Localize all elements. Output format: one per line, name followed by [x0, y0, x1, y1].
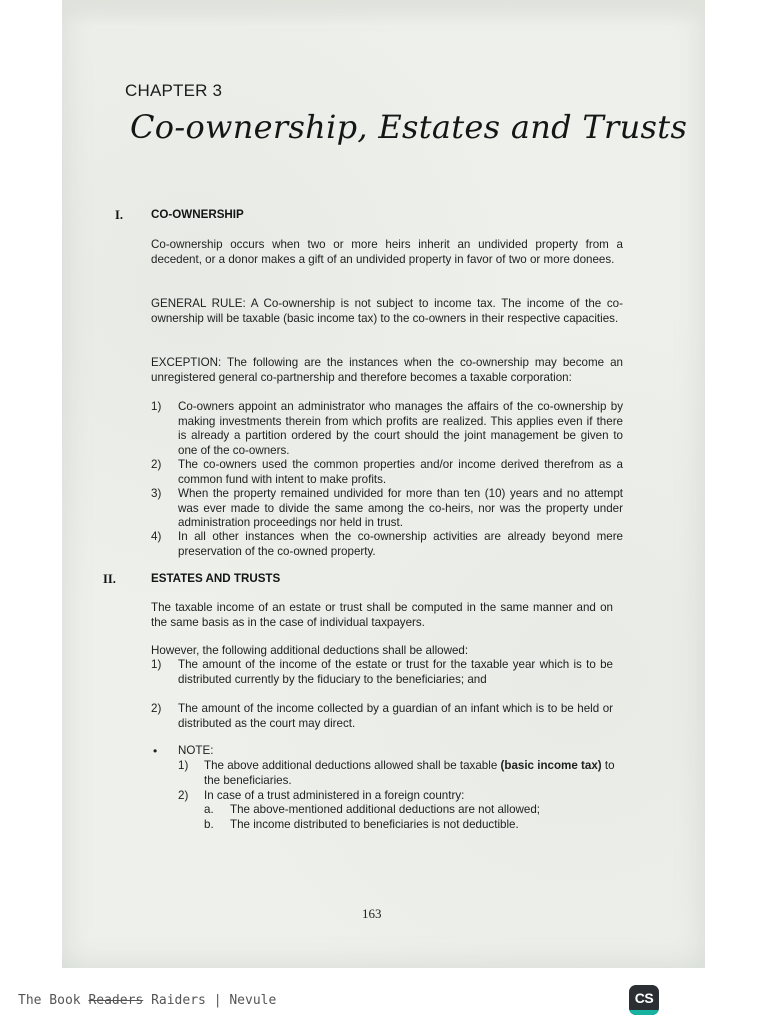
deduction-item-2-text: The amount of the income collected by a guardian of an infant which is to be held or distributed as the court may direct.: [178, 702, 613, 730]
section-2-heading: ESTATES AND TRUSTS: [151, 572, 281, 585]
section-1-paragraph-2: GENERAL RULE: A Co-ownership is not subject to income tax. The income of the co-ownership will be taxable (basic income tax) to the co-owners in their respective capacities.: [151, 297, 623, 325]
chapter-label: CHAPTER 3: [125, 81, 223, 100]
footer-suffix: Raiders | Nevule: [143, 993, 277, 1008]
page-shadow: [62, 0, 705, 26]
exception-item-1-text: Co-owners appoint an administrator who manages the affairs of the co-ownership by making investments therein from which profits are realized. This applies even if there is already a partition ordered by the court should the joint management be given to one of the co-owners.: [178, 400, 623, 457]
logo-label: CS: [634, 990, 654, 1006]
note-item-1-post: to the beneficiaries.: [204, 759, 615, 787]
note-item-1-number: 1): [178, 759, 189, 772]
section-2-numeral: II.: [103, 572, 116, 586]
deduction-item-1-text: The amount of the income of the estate or trust for the taxable year which is to be distributed currently by the fiduciary to the beneficiaries; and: [178, 658, 613, 686]
exception-item-3-text: When the property remained undivided for more than ten (10) years and no attempt was ever made to divide the same among the co-heirs, nor was the property under administration proceedings nor held in trust.: [178, 487, 623, 529]
deduction-item-1-number: 1): [151, 658, 162, 671]
note-sub-a-text: The above-mentioned additional deductions are not allowed;: [230, 803, 541, 816]
footer-prefix: The Book: [18, 993, 89, 1008]
note-label: NOTE:: [178, 744, 214, 757]
section-2-paragraph-2: However, the following additional deductions shall be allowed:: [151, 644, 469, 657]
note-item-1-emphasis: (basic income tax): [500, 759, 602, 772]
note-sub-b-text: The income distributed to beneficiaries is not deductible.: [230, 818, 519, 831]
note-item-1-text: [204, 759, 616, 788]
note-item-2-text: In case of a trust administered in a foreign country:: [204, 789, 465, 802]
exception-item-2-number: 2): [151, 458, 162, 471]
note-bullet: •: [153, 744, 158, 758]
footer-struck-word: Readers: [88, 993, 144, 1008]
chapter-title: Co-ownership, Estates and Trusts: [130, 108, 688, 146]
section-1-paragraph-3: EXCEPTION: The following are the instances when the co-ownership may become an unregistered general co-partnership and therefore becomes a taxable corporation:: [151, 356, 623, 384]
logo-accent-bar: [629, 1010, 659, 1015]
section-1-heading: CO-OWNERSHIP: [151, 208, 244, 221]
document-page: [62, 0, 705, 968]
exception-item-4-text: In all other instances when the co-ownership activities are already beyond mere preservation of the co-owned property.: [178, 530, 623, 558]
note-item-2-number: 2): [178, 789, 189, 802]
deduction-item-2-number: 2): [151, 702, 162, 715]
section-2-paragraph-1: The taxable income of an estate or trust shall be computed in the same manner and on the same basis as in the case of individual taxpayers.: [151, 601, 613, 629]
camscanner-logo-icon: [629, 985, 659, 1015]
section-1-numeral: I.: [115, 208, 123, 222]
note-sub-b-letter: b.: [204, 818, 214, 831]
section-1-paragraph-1: Co-ownership occurs when two or more heirs inherit an undivided property from a decedent, or a donor makes a gift of an undivided property in favor of two or more donees.: [151, 238, 623, 266]
footer-credit: [18, 993, 276, 1008]
note-sub-a-letter: a.: [204, 803, 214, 816]
exception-item-2-text: The co-owners used the common properties and/or income derived therefrom as a common fund with intent to make profits.: [178, 458, 623, 486]
exception-item-1-number: 1): [151, 400, 162, 413]
note-item-1-pre: The above additional deductions allowed shall be taxable: [204, 759, 501, 772]
exception-item-4-number: 4): [151, 530, 162, 543]
page-number: 163: [362, 906, 382, 921]
exception-item-3-number: 3): [151, 487, 162, 500]
